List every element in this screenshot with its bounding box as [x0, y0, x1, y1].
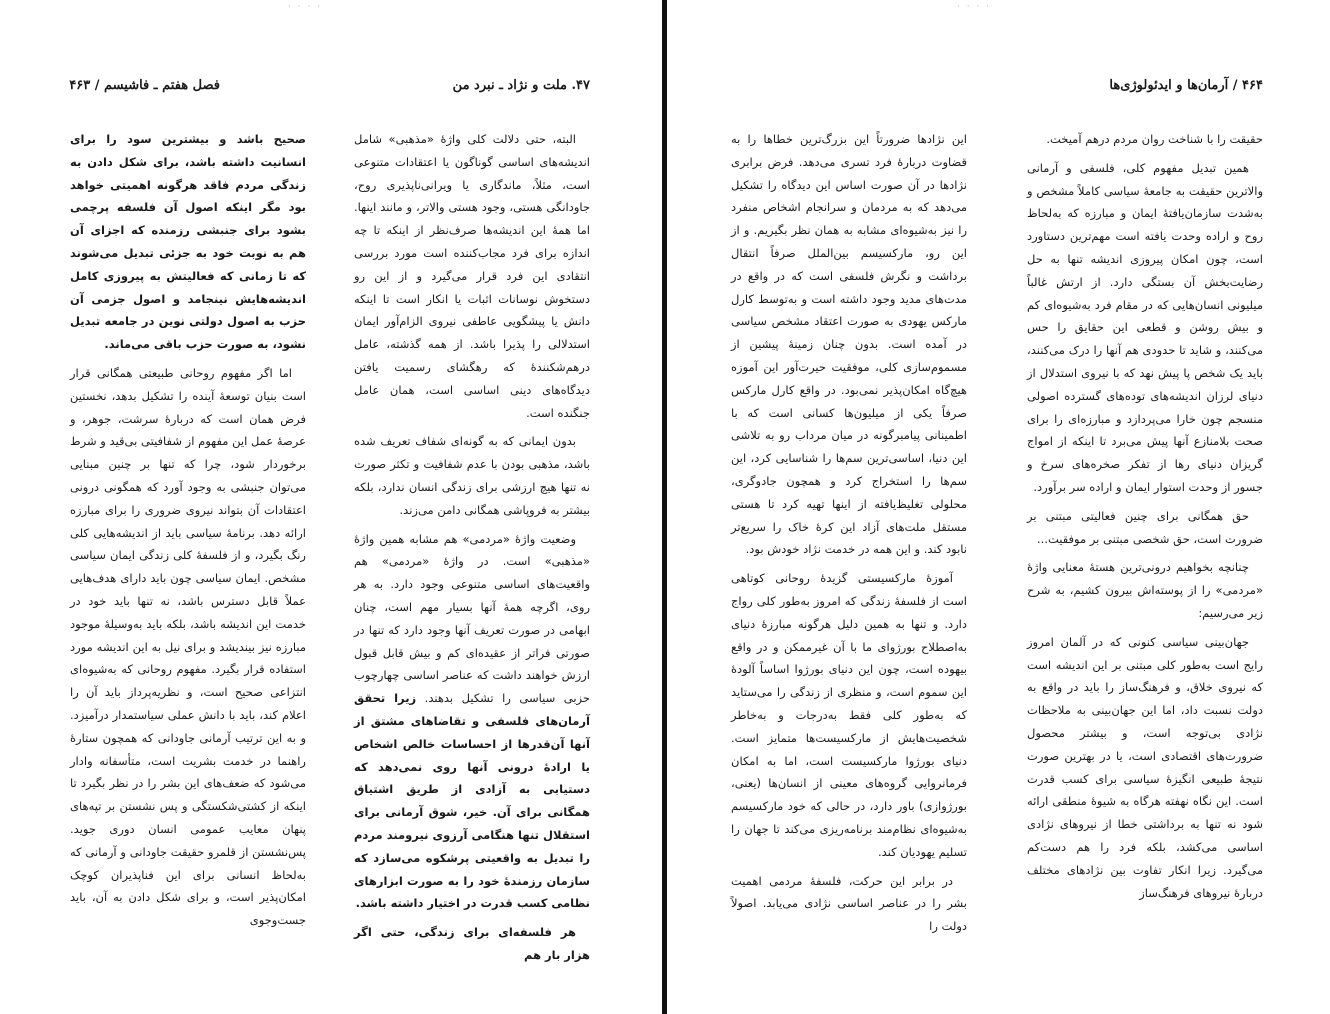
left-page-page-number-header: فصل هفتم ـ فاشیسم / ۴۶۳: [69, 78, 220, 93]
bold-paragraph: هر فلسفه‌ای برای زندگی، حتی اگر هزار بار هم: [354, 925, 590, 962]
right-page-right-column: [1027, 128, 1263, 910]
right-page: [667, 0, 1330, 1014]
paragraph: در برابر این حرکت، فلسفهٔ مردمی اهمیت بشر را در عناصر اساسی نژادی می‌یابد. اصولاً دولت را: [731, 873, 967, 934]
paragraph: بدون ایمانی که به گونه‌ای شفاف تعریف شده باشد، مذهبی بودن با عدم شفافیت و تکثر صورت نه تنها هیچ ارزشی برای زندگی انسان ندارد، بلکه بیشتر به فروپاشی همگانی دامن می‌زند.: [354, 434, 590, 517]
bold-paragraph: صحیح باشد و بیشترین سود را برای انسانیت داشته باشد، برای شکل دادن به زندگی مردم فاقد هرگونه اهمیتی خواهد بود مگر اینکه اصول آن فلسفه پرچمی بشود برای جنبشی رزمنده که اجزای آن هم به نوبت خود به جزئی تبدیل می‌شوند که تا زمانی که فعالیتش به پیروزی کامل اندیشه‌هایش نینجامد و اصول جزمی آن حزب به اصول دولتی نوین در جامعه تبدیل نشود، به صورت حزب باقی می‌ماند.: [70, 132, 306, 352]
left-page-left-column: [70, 128, 306, 938]
bold-passage: زیرا تحقق آرمان‌های فلسفی و تقاضاهای مشتق از آنها آن‌قدرها از احساسات خالص اشخاص یا ارادهٔ درونی آنها روی نمی‌دهد که دستیابی به آزادی از طریق اشتیاق همگانی برای آن. خیر، شوق آرمانی برای استقلال تنها هنگامی آرزوی نیرومند مردم را تبدیل به واقعیتی پرشکوه می‌سازد که سازمان رزمندهٔ خود را به صورت ابزارهای نظامی کسب قدرت در اختیار داشته باشد.: [354, 691, 590, 911]
paragraph: همین تبدیل مفهوم کلی، فلسفی و آرمانی والاترین حقیقت به جامعهٔ سیاسی کاملاً مشخص و به‌شدت سازمان‌یافتهٔ ایمان و مبارزه که به‌لحاظ روح و اراده وحدت یافته است مهم‌ترین دستاورد است، چون امکان پیروزی اندیشه تنها به حل رضایت‌بخش آن بستگی دارد. از ارتش غالباً میلیونی انسان‌هایی که در مقام فرد به‌شیوه‌ای کم و بیش روشن و قطعی این حقایق را حس می‌کنند، و شاید تا حدودی هم آنها را درک می‌کنند، باید یک شخص پا پیش نهد که با نیروی استدلال از دنیای لرزان اندیشه‌های توده‌های گسترده اصولی منسجم چون خارا می‌پردازد و مبارزه‌ای را برای صحت بلامنازع آنها پیش می‌برد تا اینکه از امواج گریزان دنیای رها از تفکر صخره‌های سرخ و جسور از وحدت استوار ایمان و اراده سر برآورد.: [1027, 160, 1263, 494]
paragraph: این نژادها ضرورتاً این بزرگ‌ترین خطاها را به قضاوت دربارهٔ فرد تسری می‌دهد. فرض برابری نژادها در آن صورت اساس این دیدگاه را تشکیل می‌دهد که به مردمان و سرانجام اشخاص منفرد را نیز به‌شیوه‌ای مشابه به همان نظر بگیریم. و از این رو، مارکسیسم بین‌الملل صرفاً انتقال برداشت و نگرش فلسفی است که در واقع در مدت‌های مدید وجود داشته است و به‌توسط کارل مارکس یهودی به صورت اعتقاد مشخص سیاسی در آمده است. بدون چنان زمینهٔ پیشین از مسموم‌سازی کلی، موفقیت حیرت‌آور این آموزه هیچ‌گاه امکان‌پذیر نمی‌بود. در واقع کارل مارکس صرفاً یکی از میلیون‌ها کسانی است که با اطمینانی پیامبرگونه در میان مرداب رو به تلاشی این دنیا، اساسی‌ترین سم‌ها را شناسایی کرد، این سم‌ها را استخراج کرد و همچون جادوگری، محلولی تغلیظ‌یافته از اینها تهیه کرد تا هستی مستقل ملت‌های آزاد این کرهٔ خاک را سریع‌تر نابود کند. و این همه در خدمت نژاد خودش بود.: [731, 132, 967, 557]
paragraph: چنانچه بخواهیم درونی‌ترین هستهٔ معنایی واژهٔ «مردمی» را از پوسته‌اش بیرون کشیم، به شرح زیر می‌رسیم:: [1027, 560, 1263, 620]
top-mark: · · · ·: [288, 2, 323, 12]
paragraph: البته، حتی دلالت کلی واژهٔ «مذهبی» شامل اندیشه‌های اساسی گوناگون یا اعتقادات متنوعی است، مثلاً، ماندگاری یا ویرانی‌ناپذیری روح، جاودانگی هستی، وجود هستی والاتر، و مانند اینها. اما همهٔ این اندیشه‌ها صرف‌نظر از اینکه تا چه اندازه برای فرد مجاب‌کننده است مورد بررسی انتقادی این فرد قرار می‌گیرد و از این رو دستخوش نوسانات اثبات یا انکار است تا اینکه دانش یا پیشگویی عاطفی نیروی الزام‌آور ایمان استدلالی را پذیرا باشد. از همه گذشته، عامل درهم‌شکنندهٔ که رهگشای رسمیت یافتن دیدگاه‌های دینی اساسی است، همان عامل جنگنده است.: [354, 132, 590, 420]
top-mark: · · · ·: [957, 2, 992, 12]
paragraph: آموزهٔ مارکسیستی گزیدهٔ روحانی کوتاهی است از فلسفهٔ زندگی که امروز به‌طور کلی رواج دارد. و تنها به همین دلیل هرگونه مبارزهٔ دنیای به‌اصطلاح بورژوای ما با آن غیرممکن و در واقع بیهوده است، چون این دنیای بورژوا اساساً آلودهٔ این سموم است، و منظری از زندگی را می‌ستاید که به‌طور کلی فقط به‌درجات و به‌خاطر شخصیت‌هایش از مارکسیست‌ها متمایز است. دنیای بورژوا مارکسیست است، اما به امکان فرمانروایی گروه‌های معینی از انسان‌ها (یعنی، بورژوازی) باور دارد، در حالی که خود مارکسیسم به‌شیوه‌ای نظام‌مند برنامه‌ریزی می‌کند تا جهان را تسلیم یهودیان کند.: [731, 571, 967, 859]
paragraph: جهان‌بینی سیاسی کنونی که در آلمان امروز رایج است به‌طور کلی مبتنی بر این اندیشه است که نیروی خلاق، و فرهنگ‌ساز را باید در واقع به دولت نسبت داد، اما این جهان‌بینی به ملاحظات نژادی بی‌توجه است، و بیشتر محصول ضرورت‌های اقتصادی است، یا در بهترین صورت نتیجهٔ طبیعی انگیزهٔ سیاسی برای کسب قدرت است. این نگاه نهفته هرگاه به شیوهٔ منطقی ارائه شود نه تنها به برداشتی خطا از نیروهای نژادی اساسی می‌کشد، بلکه فرد را هم دست‌کم می‌گیرد. زیرا انکار تفاوت بین نژادهای مختلف دربارهٔ نیروهای فرهنگ‌ساز: [1027, 634, 1263, 900]
left-page-right-column: [354, 128, 590, 973]
right-page-running-header: ۴۶۴ / آرمان‌ها و ایدئولوژی‌ها: [1109, 78, 1263, 93]
paragraph: اما اگر مفهوم روحانی طبیعتی همگانی قرار است بنیان توسعهٔ آینده را تشکیل بدهد، نخستین فرض همان است که دربارهٔ سرشت، جوهر، و عرصهٔ عمل این مفهوم از شفافیتی بی‌قید و شرط برخوردار شود، چرا که تنها بر چنین مبنایی می‌توان جنبشی به وجود آورد که همگونی درونی اعتقادات آن بتواند نیروی ضروری را برای مبارزه ارائه دهد. برنامهٔ سیاسی باید از اندیشه‌هایی کلی رنگ بگیرد، و از فلسفهٔ کلی زندگی ایمان سیاسی مشخص. ایمان سیاسی چون باید دارای هدف‌هایی عملاً قابل دسترس باشد، نه تنها باید خود در خدمت این اندیشه باشد، بلکه باید به‌وسیلهٔ موجود مبارزه نیز بیندیشد و برای نیل به این اندیشه مورد استفاده قرار بگیرد. مفهوم روحانی که به‌شیوه‌ای انتزاعی صحیح است، و نظریه‌پرداز باید آن را اعلام کند، باید با دانش عملی سیاستمدار درآمیزد. و به این ترتیب آرمانی جاودانی که همچون ستارهٔ راهنما در خدمت بشریت است، متأسفانه وادار می‌شود که ضعف‌های این بشر را در نظر بگیرد تا اینکه از کشتی‌شکستگی و پس نشستن بر تپه‌های پنهان معایب عمومی انسان دوری جوید. پس‌نشستن از قلمرو حقیقت جاودانی و آرمانی که به‌لحاظ انسانی برای این فناپذیران کوچک امکان‌پذیر است، و برای شکل دادن به آن، باید جست‌وجوی: [70, 365, 306, 928]
left-page: [0, 0, 662, 1014]
paragraph-text: وضعیت واژهٔ «مردمی» هم مشابه همین واژهٔ «مذهبی» است. در واژهٔ «مردمی» هم واقعیت‌های اساسی متنوعی وجود دارد. به هر روی، اگرچه همهٔ آنها بسیار مهم است، چنان ابهامی در صورت تعریف آنها وجود دارد که تنها در صورتی فراتر از عقیده‌ای کم و بیش قابل قبول ارزش خواهند داشت که عناصر اساسی چهارچوب حزبی سیاسی را تشکیل بدهند.: [354, 531, 590, 706]
left-page-running-header: ۴۷. ملت و نژاد ـ نبرد من: [452, 78, 590, 93]
paragraph: حق همگانی برای چنین فعالیتی مبتنی بر ضرورت است، حق شخصی مبتنی بر موفقیت...: [1027, 508, 1263, 546]
paragraph: حقیقت را با شناخت روان مردم درهم آمیخت.: [1046, 132, 1263, 146]
right-page-left-column: [731, 128, 967, 944]
paragraph: [354, 528, 590, 916]
